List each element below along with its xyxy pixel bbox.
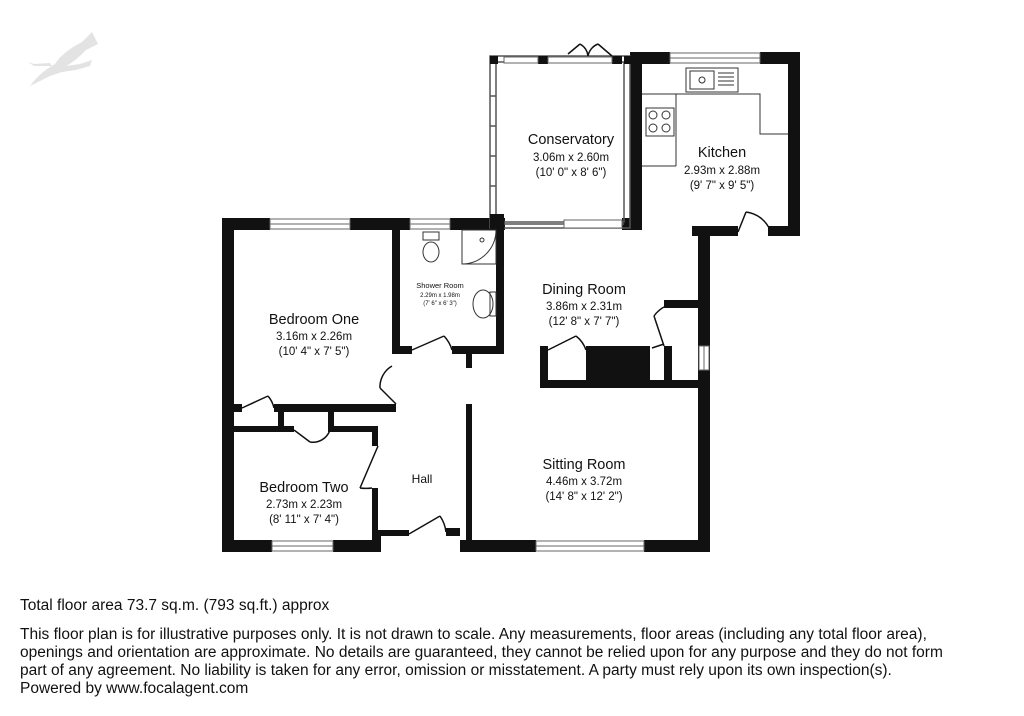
disclaimer-line: part of any agreement. No liability is taken for any error, omission or misstatement. A party must rely upon its own inspection(s). [20,662,892,679]
room-name: Bedroom One [268,312,360,328]
room-metric: 2.73m x 2.23m [265,499,343,511]
room-name: Dining Room [542,282,626,298]
room-bedroom-one [269,312,359,358]
room-hall [412,472,433,486]
walls [222,52,800,552]
room-imperial: (10' 4" x 7' 5") [278,346,350,358]
room-dining-room [542,282,626,328]
room-imperial: (14' 8" x 12' 2") [545,491,623,503]
disclaimer-line: This floor plan is for illustrative purposes only. It is not drawn to scale. Any measurements, floor areas (including any total floor area), [20,626,927,643]
room-conservatory [528,132,615,179]
powered-by: Powered by www.focalagent.com [20,680,249,697]
total-floor-area: Total floor area 73.7 sq.m. (793 sq.ft.) approx [20,597,330,614]
room-imperial: (12' 8" x 7' 7") [548,316,620,328]
room-name: Shower Room [416,281,464,290]
room-metric: 2.93m x 2.88m [683,165,761,177]
room-bedroom-two [259,480,348,526]
room-sitting-room [542,457,625,503]
room-name: Sitting Room [542,457,626,473]
disclaimer-line: openings and orientation are approximate. No details are guaranteed, they cannot be relied upon for any purpose and they do not form [20,644,943,661]
room-metric: 3.16m x 2.26m [275,331,353,343]
room-name: Hall [411,472,433,486]
room-metric: 3.06m x 2.60m [532,152,610,164]
room-kitchen [684,145,760,192]
disclaimer [20,626,1010,698]
room-imperial: (7' 6" x 6' 3") [423,301,457,307]
gazelle-logo [28,32,98,86]
room-imperial: (9' 7" x 9' 5") [689,180,755,192]
room-metric: 4.46m x 3.72m [545,476,623,488]
room-imperial: (10' 0" x 8' 6") [535,167,607,179]
room-name: Conservatory [527,132,615,148]
room-metric: 3.86m x 2.31m [545,301,623,313]
room-shower-room [416,281,464,307]
room-metric: 2.29m x 1.98m [420,293,460,299]
room-imperial: (8' 11" x 7' 4") [269,514,339,526]
room-name: Bedroom Two [259,480,349,496]
doors [242,44,770,534]
room-name: Kitchen [697,145,747,161]
